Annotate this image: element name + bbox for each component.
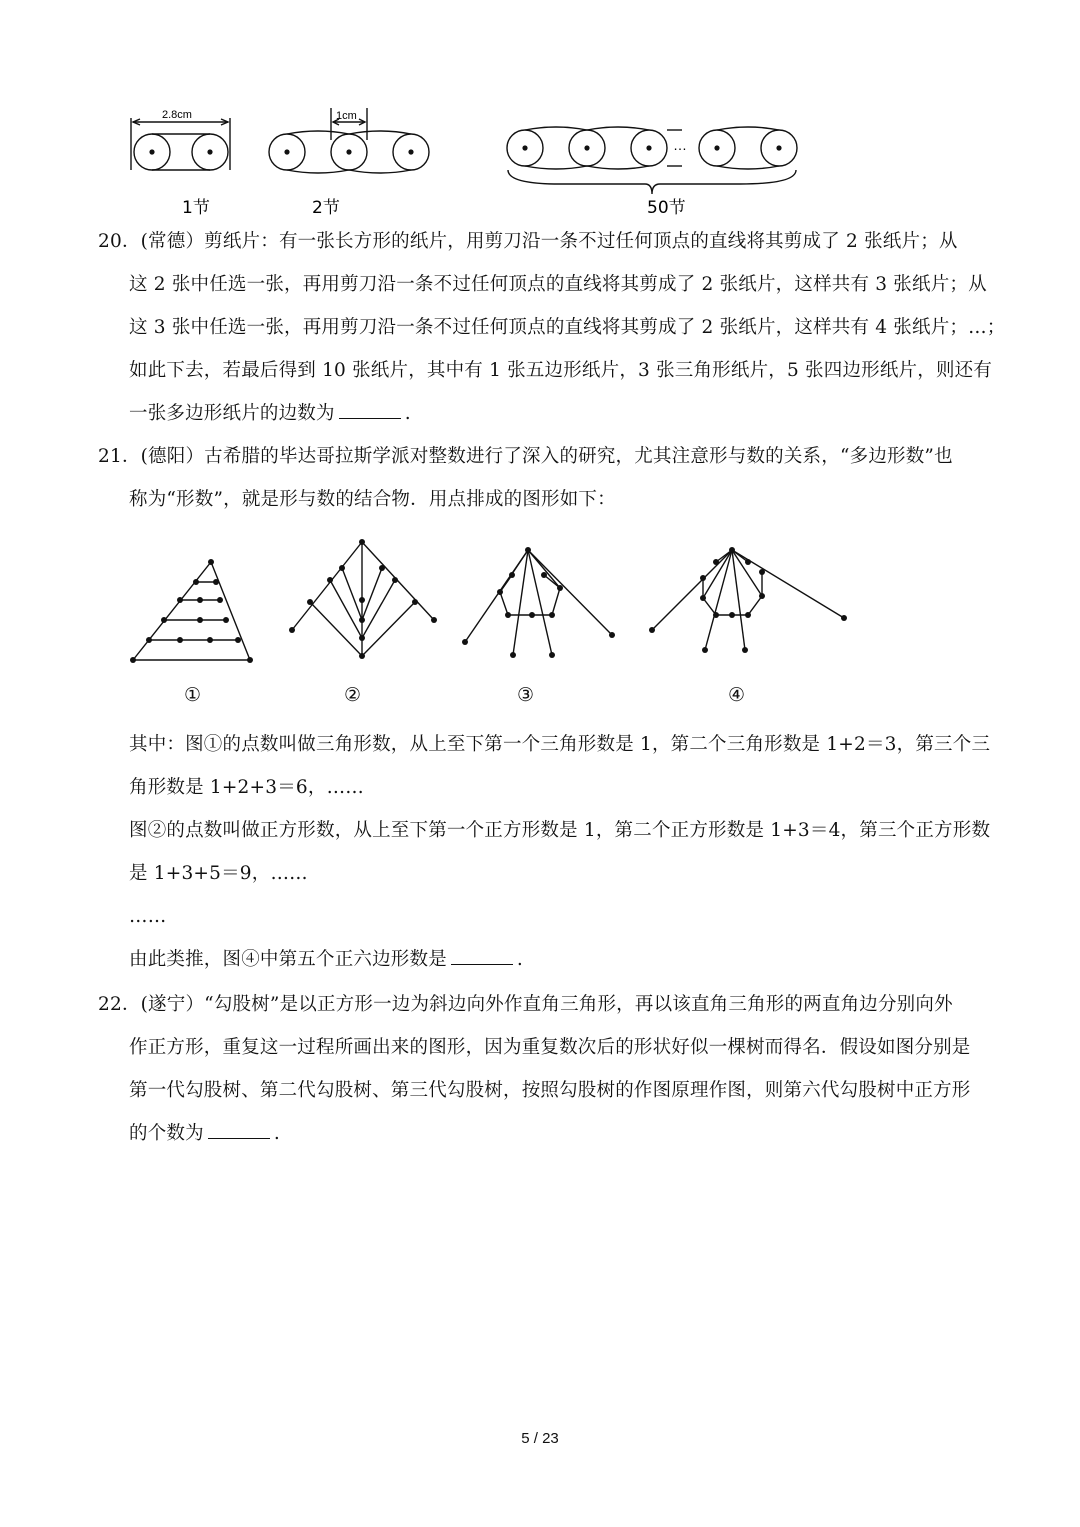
q20-line-2: 这 2 张中任选一张，再用剪刀沿一条不过任何顶点的直线将其剪成了 2 张纸片，这样共有 3 张纸片；从 — [129, 274, 987, 295]
q21-body-line-6 — [98, 938, 988, 981]
q21-line-2: 称为“形数”，就是形与数的结合物．用点排成的图形如下： — [129, 489, 616, 510]
dimension-1cm: 1cm — [336, 110, 357, 122]
question-21 — [98, 435, 988, 521]
q21-answer-blank[interactable] — [451, 944, 513, 965]
q22-line-1: 22．(遂宁）“勾股树”是以正方形一边为斜边向外作直角三角形，再以该直角三角形的两直角边分别向外 — [98, 994, 953, 1015]
question-20 — [98, 220, 1006, 435]
figure-label-1: ① — [184, 684, 202, 706]
q20-line-4: 如此下去，若最后得到 10 张纸片，其中有 1 张五边形纸片，3 张三角形纸片，5 张四边形纸片，则还有 — [129, 360, 993, 381]
q21-last-text: 由此类推，图④中第五个正六边形数是 — [129, 949, 447, 970]
q22-last-text: 的个数为 — [129, 1123, 204, 1144]
label-50-section: 50节 — [647, 198, 686, 218]
q20-line-5 — [98, 392, 988, 435]
q22-line-3: 第一代勾股树、第二代勾股树、第三代勾股树，按照勾股树的作图原理作图，则第六代勾股树中正方形 — [129, 1080, 971, 1101]
label-2-section: 2节 — [312, 198, 340, 218]
figurate-figures — [120, 530, 860, 670]
page-number: 5 / 23 — [521, 1430, 559, 1447]
question-22 — [98, 983, 988, 1155]
q22-line-2: 作正方形，重复这一过程所画出来的图形，因为重复数次后的形状好似一棵树而得名．假设如图分别是 — [129, 1037, 971, 1058]
q22-answer-blank[interactable] — [208, 1118, 270, 1139]
chain-ellipsis: … — [673, 137, 687, 153]
question-21-body — [98, 723, 991, 981]
q20-last-text: 一张多边形纸片的边数为 — [129, 403, 335, 424]
label-1-section: 1节 — [182, 198, 210, 218]
q21-body-line-1: 其中：图①的点数叫做三角形数，从上至下第一个三角形数是 1，第二个三角形数是 1+2＝3，第三个三 — [129, 734, 991, 755]
q22-end: . — [273, 1123, 280, 1144]
q20-line-1: 20．(常德）剪纸片：有一张长方形的纸片，用剪刀沿一条不过任何顶点的直线将其剪成了 2 张纸片；从 — [98, 231, 958, 252]
q20-answer-blank[interactable] — [339, 398, 401, 419]
figurate-svg — [120, 530, 860, 670]
q21-end: . — [516, 949, 523, 970]
q21-line-1: 21．(德阳）古希腊的毕达哥拉斯学派对整数进行了深入的研究，尤其注意形与数的关系，“多边形数”也 — [98, 446, 953, 467]
q21-body-line-4: 是 1+3+5＝9，…… — [129, 863, 308, 884]
q20-line-3: 这 3 张中任选一张，再用剪刀沿一条不过任何顶点的直线将其剪成了 2 张纸片，这样共有 4 张纸片；…； — [129, 317, 1006, 338]
q20-end: . — [404, 403, 411, 424]
figure-label-2: ② — [344, 684, 362, 706]
q21-body-line-3: 图②的点数叫做正方形数，从上至下第一个正方形数是 1，第二个正方形数是 1+3＝4，第三个正方形数 — [129, 820, 991, 841]
q22-line-4 — [98, 1112, 988, 1155]
dimension-2-8cm: 2.8cm — [162, 109, 192, 121]
figure-label-3: ③ — [517, 684, 535, 706]
figure-label-4: ④ — [728, 684, 746, 706]
chain-figure — [120, 100, 820, 220]
q21-body-line-2: 角形数是 1+2+3＝6，…… — [129, 777, 364, 798]
chain-figure-svg — [120, 100, 820, 220]
q21-body-line-5: …… — [129, 906, 167, 927]
